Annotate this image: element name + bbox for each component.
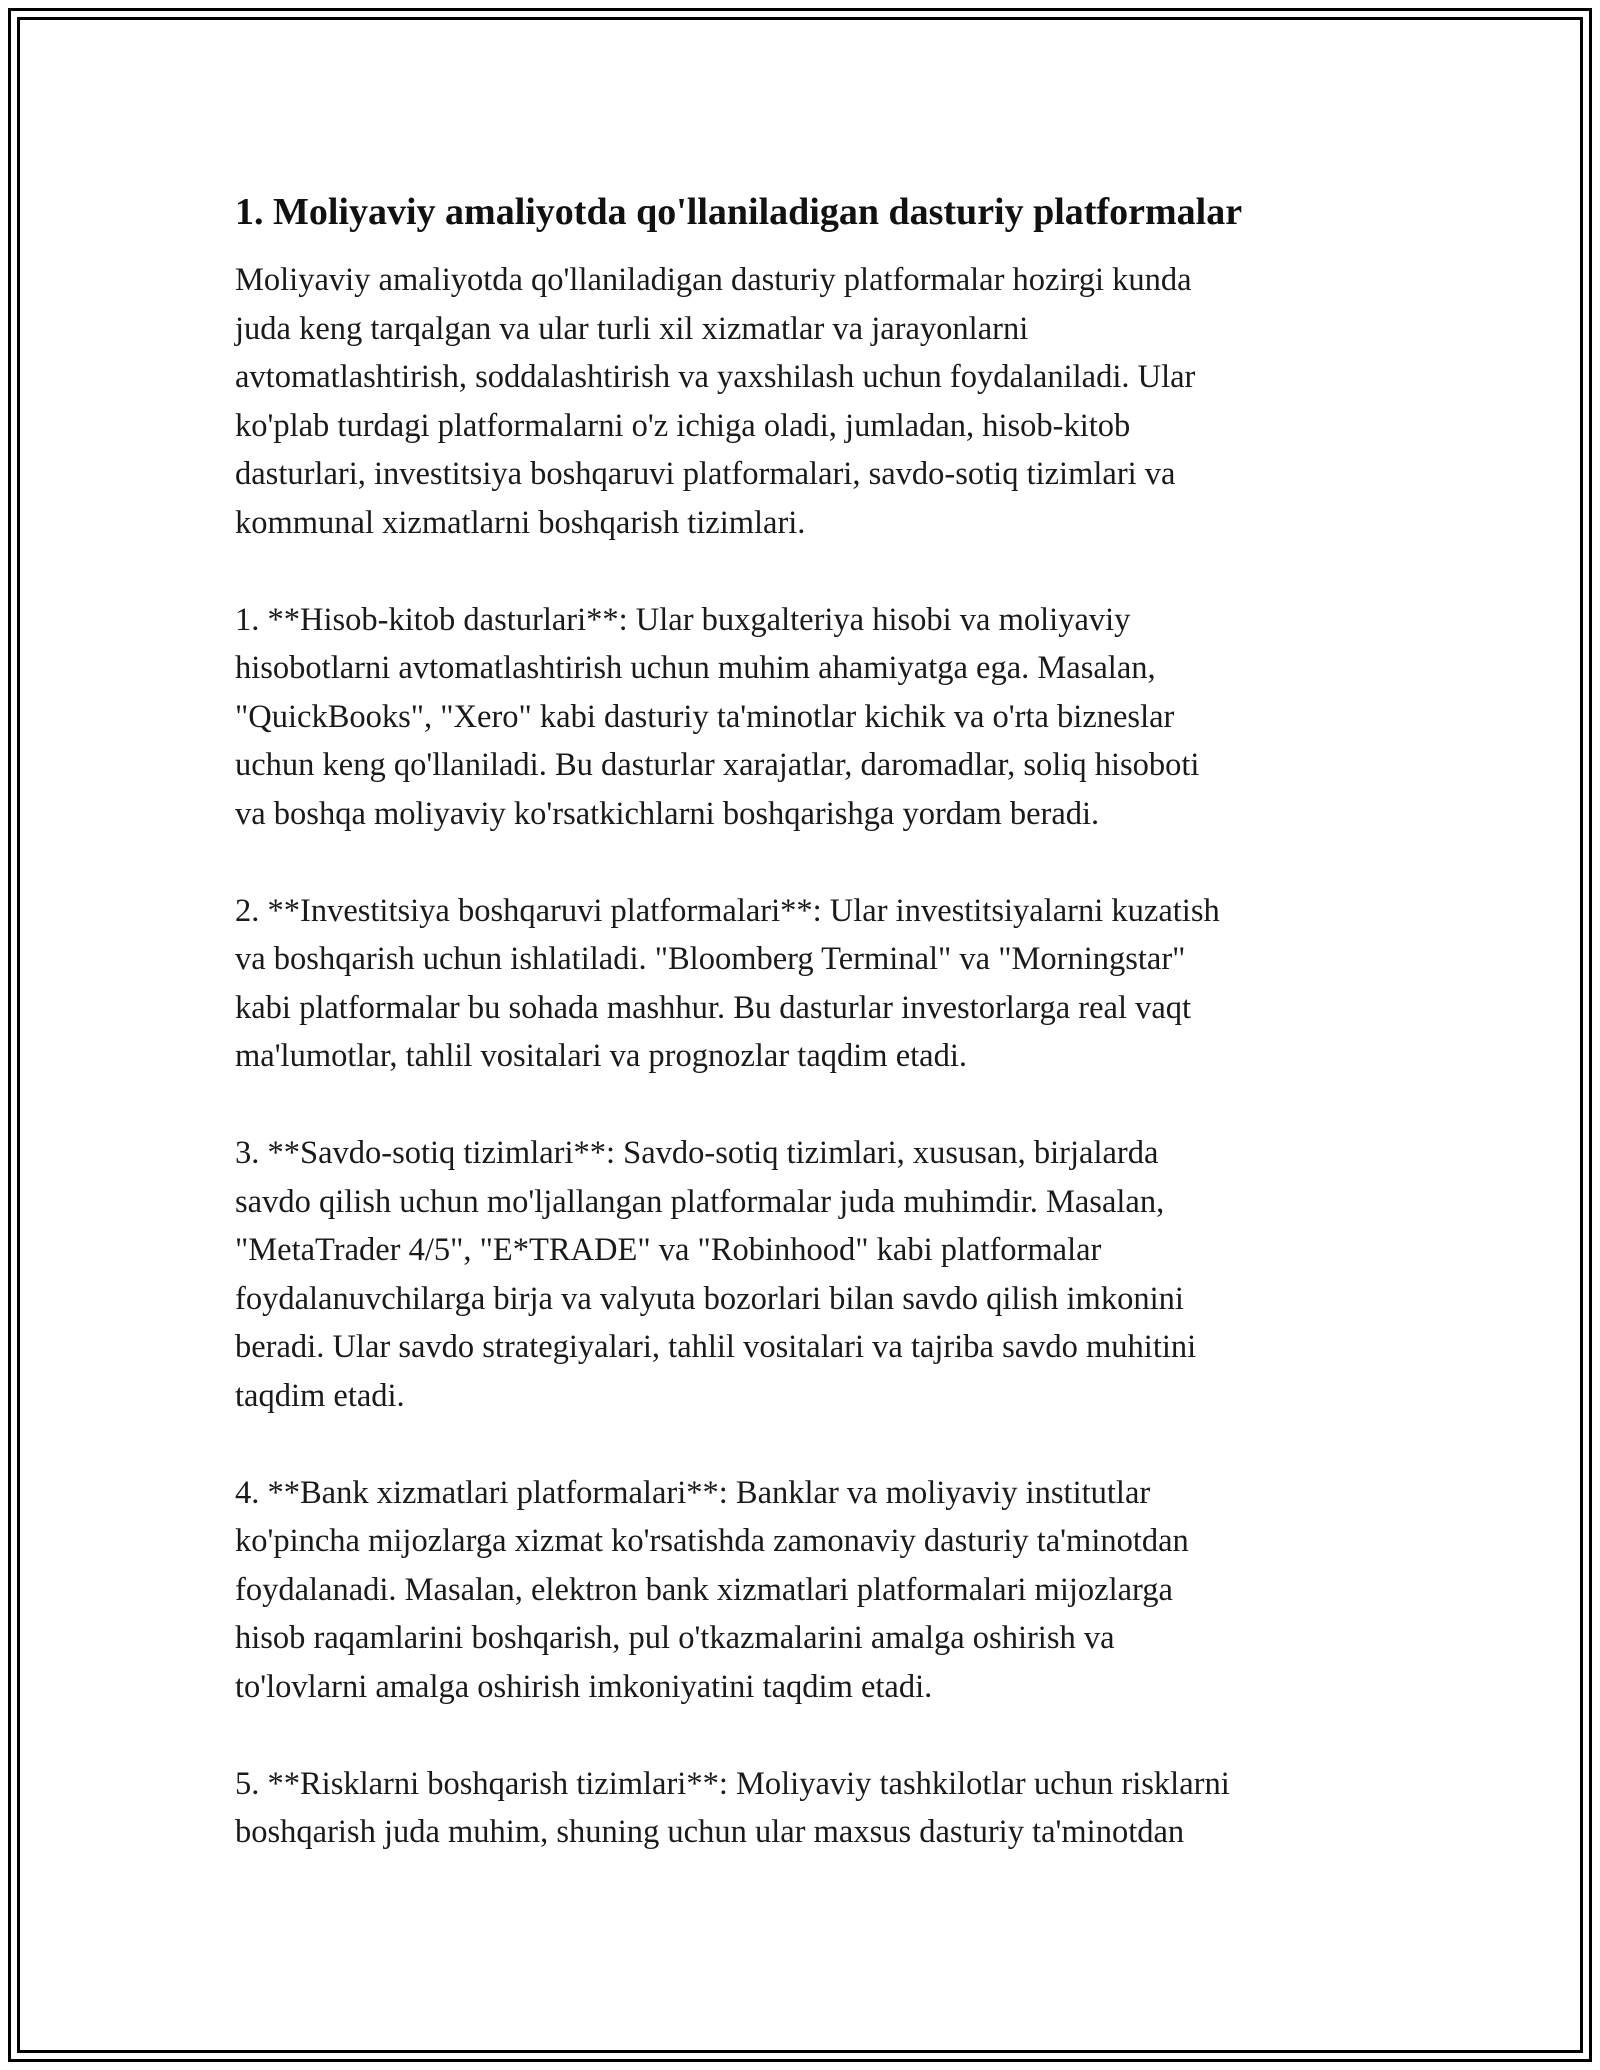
paragraph	[235, 1760, 1365, 1857]
paragraph-line: va boshqa moliyaviy ko'rsatkichlarni boshqarishga yordam beradi.	[235, 795, 1100, 832]
paragraph	[235, 887, 1365, 1081]
paragraph	[235, 1469, 1365, 1712]
paragraph-line: juda keng tarqalgan va ular turli xil xizmatlar va jarayonlarni	[235, 310, 1029, 347]
paragraph-line: to'lovlarni amalga oshirish imkoniyatini taqdim etadi.	[235, 1668, 933, 1705]
paragraph-line: "MetaTrader 4/5", "E*TRADE" va "Robinhood" kabi platformalar	[235, 1232, 1102, 1268]
paragraph-line: ma'lumotlar, tahlil vositalari va prognozlar taqdim etadi.	[235, 1038, 967, 1074]
paragraph-line: boshqarish juda muhim, shuning uchun ular maxsus dasturiy ta'minotdan	[235, 1814, 1185, 1850]
paragraph-line: kabi platformalar bu sohada mashhur. Bu dasturlar investorlarga real vaqt	[235, 989, 1192, 1026]
paragraph	[235, 596, 1365, 839]
paragraph-line: ko'pincha mijozlarga xizmat ko'rsatishda zamonaviy dasturiy ta'minotdan	[235, 1523, 1189, 1559]
paragraph-line: uchun keng qo'llaniladi. Bu dasturlar xarajatlar, daromadlar, soliq hisoboti	[235, 747, 1200, 783]
paragraph-line: kommunal xizmatlarni boshqarish tizimlari.	[235, 504, 806, 541]
document-body	[235, 186, 1365, 1857]
paragraph-line: 2. **Investitsiya boshqaruvi platformalari**: Ular investitsiyalarni kuzatish	[235, 892, 1220, 929]
paragraph-line: beradi. Ular savdo strategiyalari, tahlil vositalari va tajriba savdo muhitini	[235, 1329, 1197, 1365]
paragraph-line: foydalanuvchilarga birja va valyuta bozorlari bilan savdo qilish imkonini	[235, 1280, 1184, 1317]
paragraph-line: hisob raqamlarini boshqarish, pul o'tkazmalarini amalga oshirish va	[235, 1620, 1115, 1656]
paragraph-line: Moliyaviy amaliyotda qo'llaniladigan dasturiy platformalar hozirgi kunda	[235, 262, 1192, 298]
paragraph-line: 3. **Savdo-sotiq tizimlari**: Savdo-sotiq tizimlari, xususan, birjalarda	[235, 1135, 1159, 1171]
paragraph	[235, 1129, 1365, 1420]
paragraph-line: "QuickBooks", "Xero" kabi dasturiy ta'minotlar kichik va o'rta bizneslar	[235, 698, 1175, 735]
paragraph-line: savdo qilish uchun mo'ljallangan platformalar juda muhimdir. Masalan,	[235, 1183, 1165, 1220]
paragraph-line: hisobotlarni avtomatlashtirish uchun muhim ahamiyatga ega. Masalan,	[235, 650, 1156, 686]
paragraph-line: 5. **Risklarni boshqarish tizimlari**: Moliyaviy tashkilotlar uchun risklarni	[235, 1765, 1230, 1802]
paragraph-line: avtomatlashtirish, soddalashtirish va yaxshilash uchun foydalaniladi. Ular	[235, 359, 1196, 395]
document-title: 1. Moliyaviy amaliyotda qo'llaniladigan dasturiy platformalar	[235, 191, 1243, 233]
paragraph-line: taqdim etadi.	[235, 1377, 405, 1414]
paragraph-line: va boshqarish uchun ishlatiladi. "Bloomberg Terminal" va "Morningstar"	[235, 941, 1186, 977]
paragraph-line: ko'plab turdagi platformalarni o'z ichiga oladi, jumladan, hisob-kitob	[235, 407, 1131, 444]
paragraph-list	[235, 256, 1365, 1857]
paragraph-line: 1. **Hisob-kitob dasturlari**: Ular buxgalteriya hisobi va moliyaviy	[235, 601, 1131, 638]
paragraph	[235, 256, 1365, 547]
paragraph-line: dasturlari, investitsiya boshqaruvi platformalari, savdo-sotiq tizimlari va	[235, 456, 1176, 492]
paragraph-line: 4. **Bank xizmatlari platformalari**: Banklar va moliyaviy institutlar	[235, 1474, 1151, 1511]
paragraph-line: foydalanadi. Masalan, elektron bank xizmatlari platformalari mijozlarga	[235, 1571, 1173, 1608]
